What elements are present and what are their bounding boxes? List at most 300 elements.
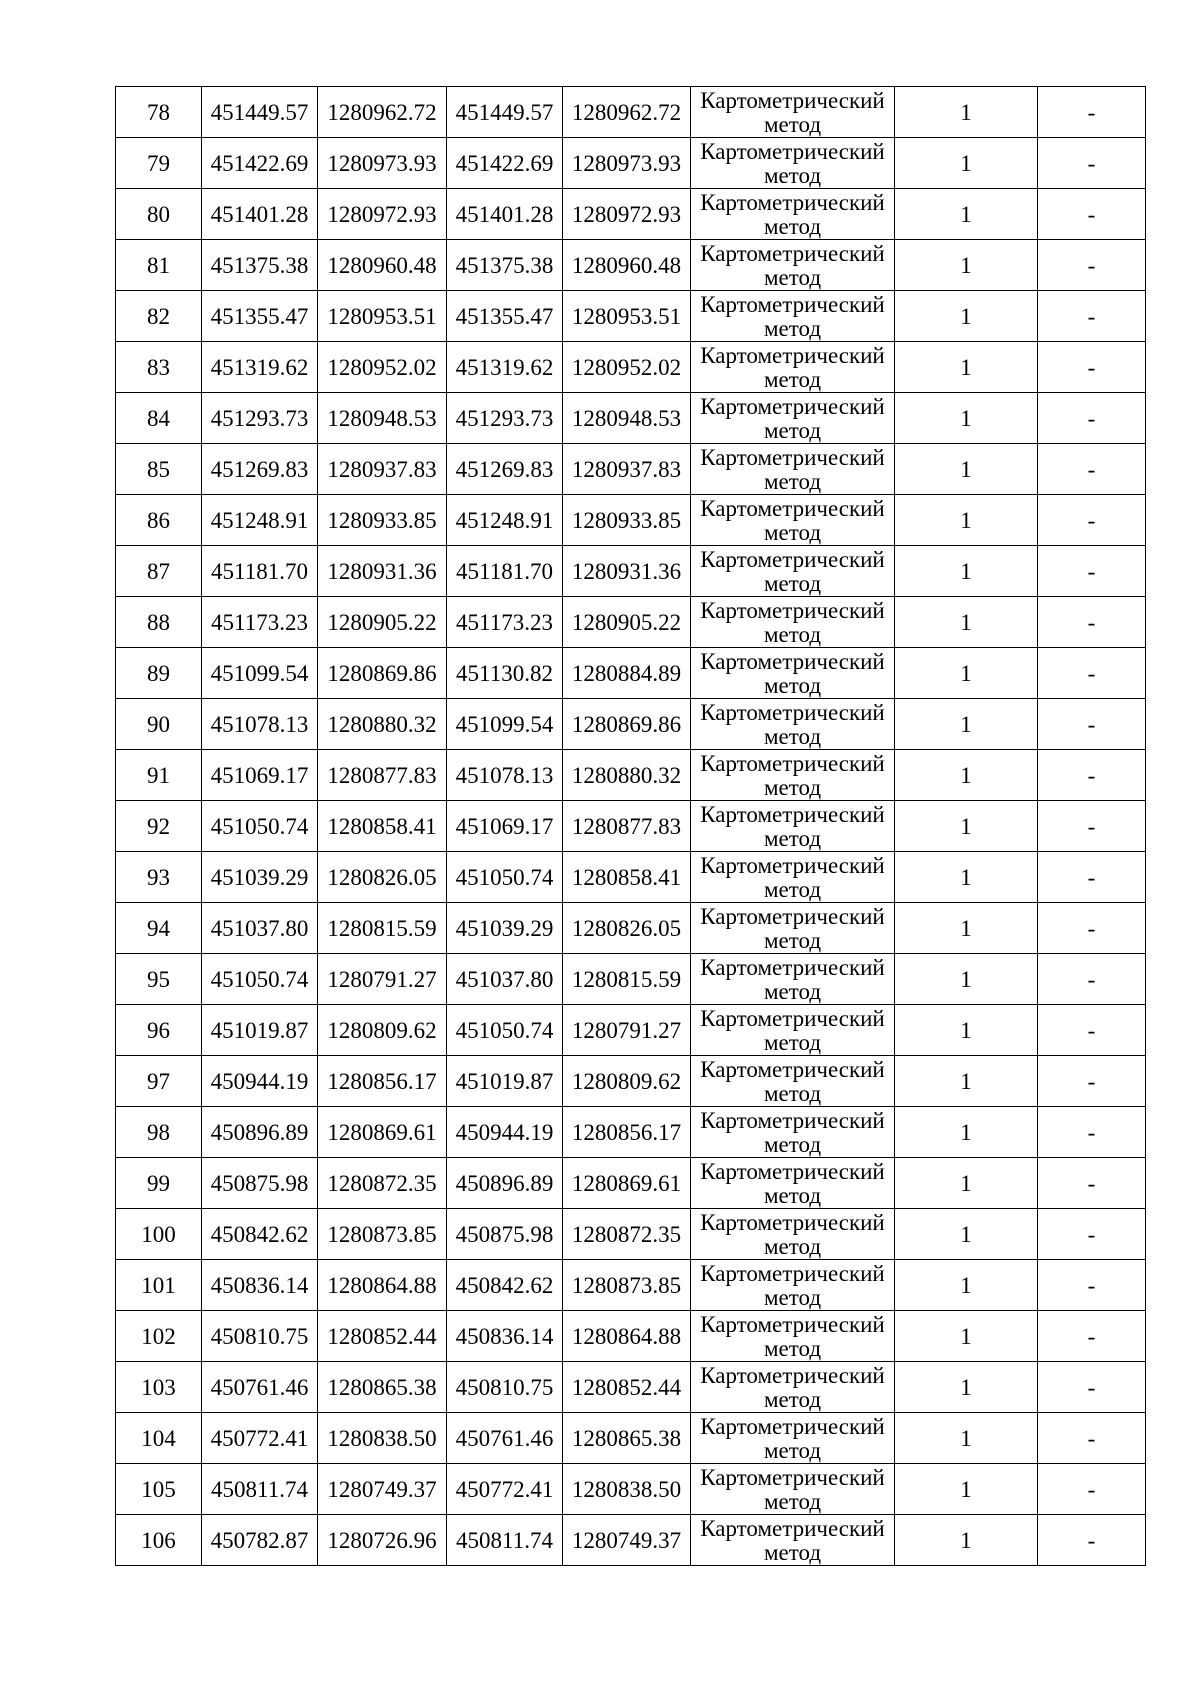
y-coordinate-prev-cell: 1280937.83 bbox=[563, 444, 691, 495]
x-coordinate-cell: 451099.54 bbox=[202, 648, 318, 699]
method-line-1: Картометрический bbox=[700, 343, 885, 368]
point-number-cell: 89 bbox=[116, 648, 202, 699]
y-coordinate-cell: 1280877.83 bbox=[318, 750, 447, 801]
method-cell bbox=[691, 546, 895, 597]
method-cell bbox=[691, 1311, 895, 1362]
method-cell bbox=[691, 1107, 895, 1158]
method-line-2: метод bbox=[763, 418, 822, 443]
method-line-1: Картометрический bbox=[700, 955, 885, 980]
x-coordinate-prev-cell: 450896.89 bbox=[447, 1158, 563, 1209]
table-row bbox=[116, 495, 1146, 546]
method-line-2: метод bbox=[763, 265, 822, 290]
y-coordinate-prev-cell: 1280872.35 bbox=[563, 1209, 691, 1260]
y-coordinate-prev-cell: 1280905.22 bbox=[563, 597, 691, 648]
y-coordinate-prev-cell: 1280873.85 bbox=[563, 1260, 691, 1311]
method-cell bbox=[691, 138, 895, 189]
y-coordinate-cell: 1280791.27 bbox=[318, 954, 447, 1005]
x-coordinate-cell: 451019.87 bbox=[202, 1005, 318, 1056]
note-cell: - bbox=[1038, 1260, 1146, 1311]
y-coordinate-cell: 1280838.50 bbox=[318, 1413, 447, 1464]
y-coordinate-prev-cell: 1280877.83 bbox=[563, 801, 691, 852]
method-line-1: Картометрический bbox=[700, 1108, 885, 1133]
y-coordinate-prev-cell: 1280852.44 bbox=[563, 1362, 691, 1413]
note-cell: - bbox=[1038, 1107, 1146, 1158]
y-coordinate-cell: 1280865.38 bbox=[318, 1362, 447, 1413]
y-coordinate-cell: 1280856.17 bbox=[318, 1056, 447, 1107]
method-line-2: метод bbox=[763, 112, 822, 137]
x-coordinate-cell: 450811.74 bbox=[202, 1464, 318, 1515]
y-coordinate-cell: 1280869.86 bbox=[318, 648, 447, 699]
x-coordinate-cell: 451050.74 bbox=[202, 801, 318, 852]
table-row bbox=[116, 1515, 1146, 1566]
point-number-cell: 105 bbox=[116, 1464, 202, 1515]
method-line-1: Картометрический bbox=[700, 88, 885, 113]
note-cell: - bbox=[1038, 546, 1146, 597]
point-number-cell: 99 bbox=[116, 1158, 202, 1209]
method-line-2: метод bbox=[763, 724, 822, 749]
x-coordinate-cell: 451401.28 bbox=[202, 189, 318, 240]
method-line-2: метод bbox=[763, 826, 822, 851]
note-cell: - bbox=[1038, 138, 1146, 189]
point-number-cell: 100 bbox=[116, 1209, 202, 1260]
y-coordinate-prev-cell: 1280973.93 bbox=[563, 138, 691, 189]
method-cell bbox=[691, 1464, 895, 1515]
x-coordinate-prev-cell: 451099.54 bbox=[447, 699, 563, 750]
accuracy-cell: 1 bbox=[895, 240, 1038, 291]
y-coordinate-prev-cell: 1280826.05 bbox=[563, 903, 691, 954]
x-coordinate-cell: 451355.47 bbox=[202, 291, 318, 342]
method-line-1: Картометрический bbox=[700, 496, 885, 521]
y-coordinate-prev-cell: 1280865.38 bbox=[563, 1413, 691, 1464]
x-coordinate-prev-cell: 451319.62 bbox=[447, 342, 563, 393]
x-coordinate-cell: 450842.62 bbox=[202, 1209, 318, 1260]
table-row bbox=[116, 1107, 1146, 1158]
table-row bbox=[116, 648, 1146, 699]
table-row bbox=[116, 1413, 1146, 1464]
table-row bbox=[116, 1209, 1146, 1260]
method-line-1: Картометрический bbox=[700, 1210, 885, 1235]
x-coordinate-prev-cell: 450772.41 bbox=[447, 1464, 563, 1515]
coordinates-table-body bbox=[116, 87, 1146, 1566]
accuracy-cell: 1 bbox=[895, 291, 1038, 342]
y-coordinate-cell: 1280826.05 bbox=[318, 852, 447, 903]
y-coordinate-cell: 1280962.72 bbox=[318, 87, 447, 138]
accuracy-cell: 1 bbox=[895, 1107, 1038, 1158]
method-line-1: Картометрический bbox=[700, 1414, 885, 1439]
x-coordinate-prev-cell: 451375.38 bbox=[447, 240, 563, 291]
y-coordinate-prev-cell: 1280838.50 bbox=[563, 1464, 691, 1515]
x-coordinate-cell: 451319.62 bbox=[202, 342, 318, 393]
method-cell bbox=[691, 750, 895, 801]
y-coordinate-cell: 1280815.59 bbox=[318, 903, 447, 954]
method-line-2: метод bbox=[763, 1489, 822, 1514]
method-line-1: Картометрический bbox=[700, 394, 885, 419]
x-coordinate-prev-cell: 451050.74 bbox=[447, 1005, 563, 1056]
x-coordinate-cell: 451422.69 bbox=[202, 138, 318, 189]
x-coordinate-cell: 450836.14 bbox=[202, 1260, 318, 1311]
method-cell bbox=[691, 1056, 895, 1107]
method-line-1: Картометрический bbox=[700, 1465, 885, 1490]
method-line-2: метод bbox=[763, 469, 822, 494]
coordinates-table bbox=[115, 86, 1146, 1566]
method-line-1: Картометрический bbox=[700, 751, 885, 776]
accuracy-cell: 1 bbox=[895, 1005, 1038, 1056]
y-coordinate-prev-cell: 1280884.89 bbox=[563, 648, 691, 699]
point-number-cell: 98 bbox=[116, 1107, 202, 1158]
x-coordinate-cell: 451293.73 bbox=[202, 393, 318, 444]
point-number-cell: 103 bbox=[116, 1362, 202, 1413]
x-coordinate-prev-cell: 451248.91 bbox=[447, 495, 563, 546]
note-cell: - bbox=[1038, 87, 1146, 138]
y-coordinate-prev-cell: 1280953.51 bbox=[563, 291, 691, 342]
table-row bbox=[116, 1005, 1146, 1056]
y-coordinate-cell: 1280869.61 bbox=[318, 1107, 447, 1158]
x-coordinate-cell: 451037.80 bbox=[202, 903, 318, 954]
y-coordinate-cell: 1280952.02 bbox=[318, 342, 447, 393]
x-coordinate-cell: 450896.89 bbox=[202, 1107, 318, 1158]
x-coordinate-prev-cell: 450810.75 bbox=[447, 1362, 563, 1413]
method-line-2: метод bbox=[763, 1336, 822, 1361]
x-coordinate-cell: 451050.74 bbox=[202, 954, 318, 1005]
method-cell bbox=[691, 903, 895, 954]
x-coordinate-prev-cell: 451181.70 bbox=[447, 546, 563, 597]
method-cell bbox=[691, 495, 895, 546]
y-coordinate-cell: 1280973.93 bbox=[318, 138, 447, 189]
x-coordinate-cell: 451181.70 bbox=[202, 546, 318, 597]
accuracy-cell: 1 bbox=[895, 852, 1038, 903]
method-line-2: метод bbox=[763, 1081, 822, 1106]
method-line-2: метод bbox=[763, 775, 822, 800]
method-line-2: метод bbox=[763, 928, 822, 953]
table-row bbox=[116, 342, 1146, 393]
point-number-cell: 97 bbox=[116, 1056, 202, 1107]
y-coordinate-cell: 1280872.35 bbox=[318, 1158, 447, 1209]
accuracy-cell: 1 bbox=[895, 1209, 1038, 1260]
y-coordinate-prev-cell: 1280880.32 bbox=[563, 750, 691, 801]
method-cell bbox=[691, 1413, 895, 1464]
point-number-cell: 79 bbox=[116, 138, 202, 189]
table-row bbox=[116, 852, 1146, 903]
note-cell: - bbox=[1038, 240, 1146, 291]
accuracy-cell: 1 bbox=[895, 1515, 1038, 1566]
method-line-1: Картометрический bbox=[700, 1363, 885, 1388]
x-coordinate-prev-cell: 451422.69 bbox=[447, 138, 563, 189]
accuracy-cell: 1 bbox=[895, 495, 1038, 546]
method-line-2: метод bbox=[763, 367, 822, 392]
y-coordinate-prev-cell: 1280952.02 bbox=[563, 342, 691, 393]
method-cell bbox=[691, 444, 895, 495]
note-cell: - bbox=[1038, 801, 1146, 852]
accuracy-cell: 1 bbox=[895, 1056, 1038, 1107]
point-number-cell: 88 bbox=[116, 597, 202, 648]
method-line-1: Картометрический bbox=[700, 292, 885, 317]
point-number-cell: 94 bbox=[116, 903, 202, 954]
table-row bbox=[116, 1260, 1146, 1311]
method-cell bbox=[691, 342, 895, 393]
point-number-cell: 80 bbox=[116, 189, 202, 240]
table-row bbox=[116, 954, 1146, 1005]
accuracy-cell: 1 bbox=[895, 189, 1038, 240]
point-number-cell: 85 bbox=[116, 444, 202, 495]
point-number-cell: 83 bbox=[116, 342, 202, 393]
y-coordinate-prev-cell: 1280933.85 bbox=[563, 495, 691, 546]
note-cell: - bbox=[1038, 1158, 1146, 1209]
table-row bbox=[116, 393, 1146, 444]
x-coordinate-cell: 451269.83 bbox=[202, 444, 318, 495]
y-coordinate-prev-cell: 1280948.53 bbox=[563, 393, 691, 444]
method-cell bbox=[691, 648, 895, 699]
x-coordinate-cell: 451173.23 bbox=[202, 597, 318, 648]
accuracy-cell: 1 bbox=[895, 1362, 1038, 1413]
y-coordinate-prev-cell: 1280869.61 bbox=[563, 1158, 691, 1209]
accuracy-cell: 1 bbox=[895, 444, 1038, 495]
y-coordinate-prev-cell: 1280931.36 bbox=[563, 546, 691, 597]
y-coordinate-prev-cell: 1280869.86 bbox=[563, 699, 691, 750]
note-cell: - bbox=[1038, 699, 1146, 750]
method-line-1: Картометрический bbox=[700, 1261, 885, 1286]
point-number-cell: 84 bbox=[116, 393, 202, 444]
method-line-2: метод bbox=[763, 622, 822, 647]
accuracy-cell: 1 bbox=[895, 546, 1038, 597]
x-coordinate-cell: 451069.17 bbox=[202, 750, 318, 801]
x-coordinate-prev-cell: 451037.80 bbox=[447, 954, 563, 1005]
table-row bbox=[116, 1056, 1146, 1107]
table-row bbox=[116, 750, 1146, 801]
x-coordinate-cell: 450772.41 bbox=[202, 1413, 318, 1464]
y-coordinate-cell: 1280873.85 bbox=[318, 1209, 447, 1260]
x-coordinate-cell: 451375.38 bbox=[202, 240, 318, 291]
table-row bbox=[116, 1362, 1146, 1413]
note-cell: - bbox=[1038, 1311, 1146, 1362]
x-coordinate-prev-cell: 451449.57 bbox=[447, 87, 563, 138]
x-coordinate-cell: 451078.13 bbox=[202, 699, 318, 750]
y-coordinate-cell: 1280960.48 bbox=[318, 240, 447, 291]
note-cell: - bbox=[1038, 444, 1146, 495]
note-cell: - bbox=[1038, 750, 1146, 801]
accuracy-cell: 1 bbox=[895, 597, 1038, 648]
point-number-cell: 93 bbox=[116, 852, 202, 903]
method-line-2: метод bbox=[763, 316, 822, 341]
method-line-2: метод bbox=[763, 1234, 822, 1259]
y-coordinate-cell: 1280953.51 bbox=[318, 291, 447, 342]
method-cell bbox=[691, 852, 895, 903]
x-coordinate-prev-cell: 451039.29 bbox=[447, 903, 563, 954]
method-cell bbox=[691, 597, 895, 648]
x-coordinate-cell: 450810.75 bbox=[202, 1311, 318, 1362]
method-line-1: Картометрический bbox=[700, 1006, 885, 1031]
note-cell: - bbox=[1038, 1005, 1146, 1056]
accuracy-cell: 1 bbox=[895, 801, 1038, 852]
table-row bbox=[116, 699, 1146, 750]
note-cell: - bbox=[1038, 1056, 1146, 1107]
x-coordinate-prev-cell: 451173.23 bbox=[447, 597, 563, 648]
point-number-cell: 81 bbox=[116, 240, 202, 291]
point-number-cell: 86 bbox=[116, 495, 202, 546]
table-row bbox=[116, 801, 1146, 852]
accuracy-cell: 1 bbox=[895, 648, 1038, 699]
table-row bbox=[116, 240, 1146, 291]
accuracy-cell: 1 bbox=[895, 138, 1038, 189]
accuracy-cell: 1 bbox=[895, 87, 1038, 138]
table-row bbox=[116, 87, 1146, 138]
method-cell bbox=[691, 189, 895, 240]
table-row bbox=[116, 546, 1146, 597]
method-line-1: Картометрический bbox=[700, 139, 885, 164]
table-row bbox=[116, 291, 1146, 342]
method-cell bbox=[691, 699, 895, 750]
y-coordinate-cell: 1280905.22 bbox=[318, 597, 447, 648]
y-coordinate-prev-cell: 1280962.72 bbox=[563, 87, 691, 138]
method-cell bbox=[691, 954, 895, 1005]
accuracy-cell: 1 bbox=[895, 1311, 1038, 1362]
note-cell: - bbox=[1038, 852, 1146, 903]
x-coordinate-prev-cell: 450875.98 bbox=[447, 1209, 563, 1260]
x-coordinate-prev-cell: 451130.82 bbox=[447, 648, 563, 699]
method-cell bbox=[691, 240, 895, 291]
accuracy-cell: 1 bbox=[895, 342, 1038, 393]
table-row bbox=[116, 1464, 1146, 1515]
method-line-2: метод bbox=[763, 1285, 822, 1310]
method-line-1: Картометрический bbox=[700, 190, 885, 215]
y-coordinate-cell: 1280937.83 bbox=[318, 444, 447, 495]
accuracy-cell: 1 bbox=[895, 1464, 1038, 1515]
note-cell: - bbox=[1038, 1464, 1146, 1515]
method-cell bbox=[691, 1362, 895, 1413]
method-cell bbox=[691, 1515, 895, 1566]
note-cell: - bbox=[1038, 393, 1146, 444]
point-number-cell: 82 bbox=[116, 291, 202, 342]
method-line-2: метод bbox=[763, 673, 822, 698]
x-coordinate-prev-cell: 450842.62 bbox=[447, 1260, 563, 1311]
accuracy-cell: 1 bbox=[895, 699, 1038, 750]
point-number-cell: 102 bbox=[116, 1311, 202, 1362]
accuracy-cell: 1 bbox=[895, 1413, 1038, 1464]
method-line-2: метод bbox=[763, 979, 822, 1004]
method-line-2: метод bbox=[763, 1387, 822, 1412]
y-coordinate-cell: 1280809.62 bbox=[318, 1005, 447, 1056]
method-line-1: Картометрический bbox=[700, 241, 885, 266]
x-coordinate-cell: 450875.98 bbox=[202, 1158, 318, 1209]
method-line-2: метод bbox=[763, 877, 822, 902]
note-cell: - bbox=[1038, 342, 1146, 393]
x-coordinate-cell: 450782.87 bbox=[202, 1515, 318, 1566]
note-cell: - bbox=[1038, 597, 1146, 648]
method-line-1: Картометрический bbox=[700, 853, 885, 878]
x-coordinate-prev-cell: 451078.13 bbox=[447, 750, 563, 801]
method-line-1: Картометрический bbox=[700, 1057, 885, 1082]
method-cell bbox=[691, 1158, 895, 1209]
note-cell: - bbox=[1038, 1515, 1146, 1566]
x-coordinate-prev-cell: 451269.83 bbox=[447, 444, 563, 495]
x-coordinate-prev-cell: 450811.74 bbox=[447, 1515, 563, 1566]
method-cell bbox=[691, 801, 895, 852]
table-row bbox=[116, 189, 1146, 240]
note-cell: - bbox=[1038, 1413, 1146, 1464]
method-cell bbox=[691, 87, 895, 138]
method-line-1: Картометрический bbox=[700, 1516, 885, 1541]
point-number-cell: 95 bbox=[116, 954, 202, 1005]
y-coordinate-cell: 1280972.93 bbox=[318, 189, 447, 240]
point-number-cell: 91 bbox=[116, 750, 202, 801]
point-number-cell: 87 bbox=[116, 546, 202, 597]
y-coordinate-cell: 1280948.53 bbox=[318, 393, 447, 444]
y-coordinate-cell: 1280749.37 bbox=[318, 1464, 447, 1515]
note-cell: - bbox=[1038, 291, 1146, 342]
x-coordinate-prev-cell: 451401.28 bbox=[447, 189, 563, 240]
y-coordinate-cell: 1280880.32 bbox=[318, 699, 447, 750]
y-coordinate-cell: 1280931.36 bbox=[318, 546, 447, 597]
accuracy-cell: 1 bbox=[895, 393, 1038, 444]
method-line-1: Картометрический bbox=[700, 904, 885, 929]
y-coordinate-prev-cell: 1280749.37 bbox=[563, 1515, 691, 1566]
y-coordinate-prev-cell: 1280960.48 bbox=[563, 240, 691, 291]
method-line-1: Картометрический bbox=[700, 445, 885, 470]
x-coordinate-cell: 450761.46 bbox=[202, 1362, 318, 1413]
y-coordinate-prev-cell: 1280858.41 bbox=[563, 852, 691, 903]
x-coordinate-cell: 451248.91 bbox=[202, 495, 318, 546]
note-cell: - bbox=[1038, 648, 1146, 699]
note-cell: - bbox=[1038, 954, 1146, 1005]
point-number-cell: 106 bbox=[116, 1515, 202, 1566]
method-line-1: Картометрический bbox=[700, 649, 885, 674]
accuracy-cell: 1 bbox=[895, 1260, 1038, 1311]
point-number-cell: 96 bbox=[116, 1005, 202, 1056]
x-coordinate-prev-cell: 451293.73 bbox=[447, 393, 563, 444]
point-number-cell: 104 bbox=[116, 1413, 202, 1464]
note-cell: - bbox=[1038, 189, 1146, 240]
y-coordinate-prev-cell: 1280856.17 bbox=[563, 1107, 691, 1158]
table-row bbox=[116, 597, 1146, 648]
method-cell bbox=[691, 1209, 895, 1260]
method-line-2: метод bbox=[763, 571, 822, 596]
table-row bbox=[116, 1158, 1146, 1209]
accuracy-cell: 1 bbox=[895, 750, 1038, 801]
method-line-1: Картометрический bbox=[700, 598, 885, 623]
method-cell bbox=[691, 393, 895, 444]
point-number-cell: 78 bbox=[116, 87, 202, 138]
y-coordinate-cell: 1280726.96 bbox=[318, 1515, 447, 1566]
table-row bbox=[116, 138, 1146, 189]
y-coordinate-prev-cell: 1280791.27 bbox=[563, 1005, 691, 1056]
method-line-1: Картометрический bbox=[700, 1159, 885, 1184]
x-coordinate-prev-cell: 451050.74 bbox=[447, 852, 563, 903]
x-coordinate-prev-cell: 450944.19 bbox=[447, 1107, 563, 1158]
x-coordinate-prev-cell: 451355.47 bbox=[447, 291, 563, 342]
point-number-cell: 92 bbox=[116, 801, 202, 852]
method-line-2: метод bbox=[763, 520, 822, 545]
y-coordinate-cell: 1280852.44 bbox=[318, 1311, 447, 1362]
x-coordinate-prev-cell: 450761.46 bbox=[447, 1413, 563, 1464]
note-cell: - bbox=[1038, 495, 1146, 546]
method-line-1: Картометрический bbox=[700, 1312, 885, 1337]
method-line-2: метод bbox=[763, 214, 822, 239]
x-coordinate-cell: 450944.19 bbox=[202, 1056, 318, 1107]
method-cell bbox=[691, 1005, 895, 1056]
y-coordinate-cell: 1280933.85 bbox=[318, 495, 447, 546]
accuracy-cell: 1 bbox=[895, 954, 1038, 1005]
method-line-2: метод bbox=[763, 1132, 822, 1157]
method-cell bbox=[691, 291, 895, 342]
method-line-2: метод bbox=[763, 1183, 822, 1208]
y-coordinate-cell: 1280864.88 bbox=[318, 1260, 447, 1311]
y-coordinate-prev-cell: 1280815.59 bbox=[563, 954, 691, 1005]
y-coordinate-prev-cell: 1280809.62 bbox=[563, 1056, 691, 1107]
method-line-1: Картометрический bbox=[700, 547, 885, 572]
accuracy-cell: 1 bbox=[895, 903, 1038, 954]
table-row bbox=[116, 1311, 1146, 1362]
x-coordinate-prev-cell: 451019.87 bbox=[447, 1056, 563, 1107]
method-line-1: Картометрический bbox=[700, 802, 885, 827]
